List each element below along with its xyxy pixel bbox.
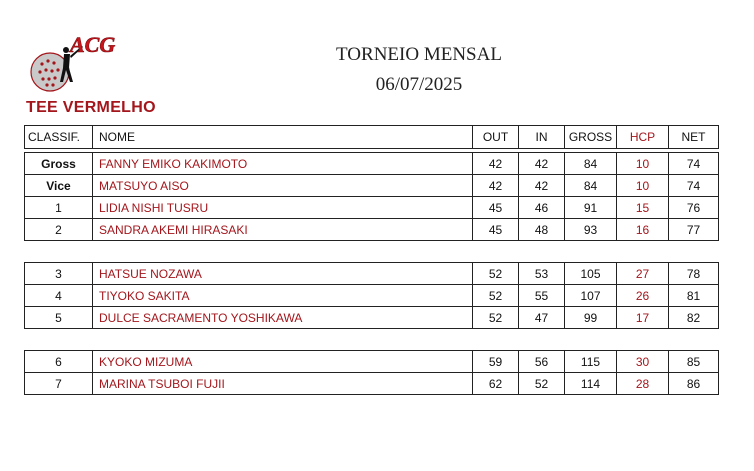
header-nome: NOME [93,126,473,149]
header-out: OUT [473,126,519,149]
row-net: 85 [669,351,719,373]
table-row [25,373,719,395]
row-nome: MARINA TSUBOI FUJII [93,373,473,395]
row-net: 74 [669,153,719,175]
row-gross: 84 [565,153,617,175]
row-net: 82 [669,307,719,329]
header-net: NET [669,126,719,149]
table-header [25,126,719,149]
row-nome: FANNY EMIKO KAKIMOTO [93,153,473,175]
svg-text:ACG: ACG [70,32,116,57]
row-hcp: 15 [617,197,669,219]
row-in: 42 [519,175,565,197]
row-nome: DULCE SACRAMENTO YOSHIKAWA [93,307,473,329]
row-hcp: 10 [617,153,669,175]
row-gross: 105 [565,263,617,285]
row-nome: HATSUE NOZAWA [93,263,473,285]
row-in: 48 [519,219,565,241]
row-classif: Gross [25,153,93,175]
row-nome: LIDIA NISHI TUSRU [93,197,473,219]
table-row [25,263,719,285]
row-net: 77 [669,219,719,241]
row-out: 62 [473,373,519,395]
header-in: IN [519,126,565,149]
row-classif: 3 [25,263,93,285]
row-classif: 2 [25,219,93,241]
header-hcp: HCP [617,126,669,149]
row-net: 74 [669,175,719,197]
row-classif: 1 [25,197,93,219]
row-classif: 5 [25,307,93,329]
row-out: 42 [473,153,519,175]
row-net: 78 [669,263,719,285]
table-row [25,175,719,197]
table-row [25,285,719,307]
row-hcp: 10 [617,175,669,197]
row-in: 52 [519,373,565,395]
row-hcp: 17 [617,307,669,329]
row-classif: Vice [25,175,93,197]
row-gross: 107 [565,285,617,307]
row-gross: 93 [565,219,617,241]
tournament-title: TORNEIO MENSAL [336,44,502,65]
row-in: 53 [519,263,565,285]
row-gross: 115 [565,351,617,373]
header-gross: GROSS [565,126,617,149]
row-in: 46 [519,197,565,219]
row-in: 47 [519,307,565,329]
table-row [25,219,719,241]
row-out: 59 [473,351,519,373]
table-row [25,351,719,373]
row-hcp: 26 [617,285,669,307]
row-nome: KYOKO MIZUMA [93,351,473,373]
row-out: 45 [473,219,519,241]
row-out: 52 [473,263,519,285]
row-out: 52 [473,285,519,307]
row-out: 42 [473,175,519,197]
row-net: 81 [669,285,719,307]
row-nome: SANDRA AKEMI HIRASAKI [93,219,473,241]
row-in: 42 [519,153,565,175]
row-gross: 114 [565,373,617,395]
row-gross: 91 [565,197,617,219]
row-out: 45 [473,197,519,219]
row-net: 76 [669,197,719,219]
row-classif: 4 [25,285,93,307]
row-out: 52 [473,307,519,329]
row-in: 56 [519,351,565,373]
table-row [25,197,719,219]
tournament-date: 06/07/2025 [375,74,463,95]
table-row [25,153,719,175]
row-gross: 84 [565,175,617,197]
tee-label: TEE VERMELHO [26,99,156,116]
row-hcp: 30 [617,351,669,373]
table-row [25,307,719,329]
row-classif: 7 [25,373,93,395]
row-net: 86 [669,373,719,395]
row-nome: TIYOKO SAKITA [93,285,473,307]
row-hcp: 28 [617,373,669,395]
row-hcp: 27 [617,263,669,285]
header-classif: CLASSIF. [25,126,93,149]
row-gross: 99 [565,307,617,329]
row-hcp: 16 [617,219,669,241]
row-in: 55 [519,285,565,307]
results-table [24,125,719,395]
row-classif: 6 [25,351,93,373]
row-nome: MATSUYO AISO [93,175,473,197]
